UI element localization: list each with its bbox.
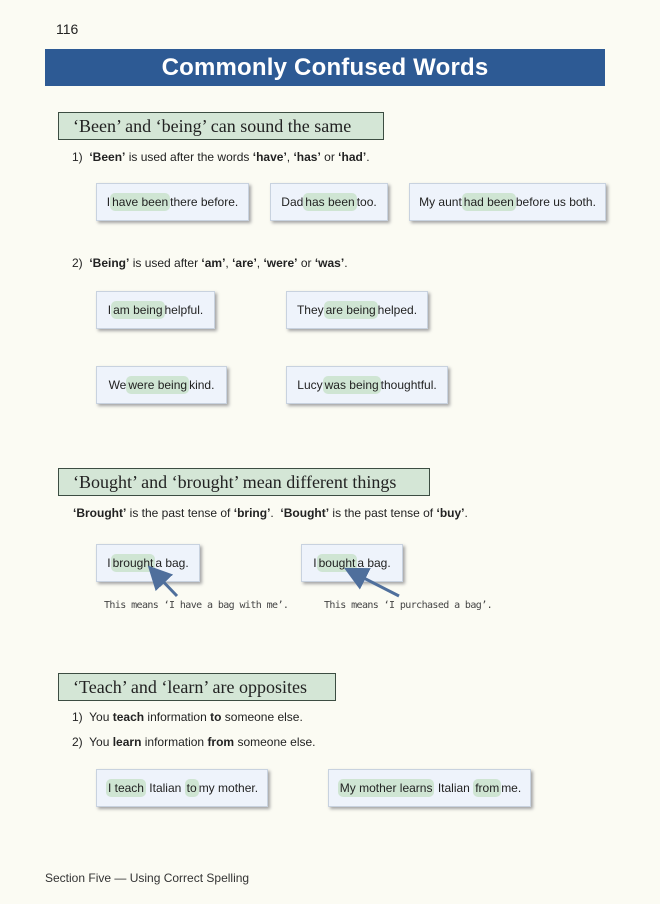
rule-text: is the past tense of: [329, 506, 437, 520]
keyword: ‘has’: [293, 150, 321, 164]
example-text: helpful.: [164, 303, 204, 317]
highlighted-phrase: had been: [463, 195, 514, 209]
keyword: learn: [112, 735, 142, 749]
highlighted-phrase: My mother learns: [339, 781, 433, 795]
rule-learn: [72, 735, 316, 749]
rule-text: .: [366, 150, 370, 164]
rule-number: 2): [72, 735, 83, 749]
example-text: Dad: [281, 195, 304, 209]
rule-text: .: [464, 506, 468, 520]
example-text: too.: [356, 195, 377, 209]
example-text: helped.: [377, 303, 418, 317]
keyword: ‘had’: [338, 150, 367, 164]
example-text: kind.: [189, 378, 215, 392]
section-heading-been-being: ‘Been’ and ‘being’ can sound the same: [58, 112, 384, 140]
rule-text: someone else.: [221, 710, 303, 724]
rule-text: .: [270, 506, 281, 520]
rule-text: is used after: [129, 256, 202, 270]
example-text: Italian: [434, 781, 474, 795]
example-text: I: [313, 556, 317, 570]
example-text: I: [107, 556, 111, 570]
keyword: ‘am’: [201, 256, 226, 270]
example-text: a bag.: [155, 556, 189, 570]
highlighted-phrase: from: [475, 781, 500, 795]
rule-text: You: [89, 735, 113, 749]
highlighted-phrase: was being: [324, 378, 379, 392]
example-text: We: [108, 378, 127, 392]
arrow-icon: [352, 572, 399, 596]
keyword: ‘Brought’: [73, 506, 127, 520]
rule-text: You: [89, 710, 113, 724]
keyword: ‘was’: [314, 256, 345, 270]
keyword: ‘bring’: [233, 506, 271, 520]
example-text: a bag.: [357, 556, 391, 570]
keyword: ‘were’: [263, 256, 298, 270]
page-number: 116: [56, 21, 79, 37]
rule-text: information: [144, 710, 211, 724]
rule-text: or: [320, 150, 339, 164]
keyword: ‘have’: [252, 150, 287, 164]
rule-text: information: [141, 735, 208, 749]
highlighted-phrase: have been: [112, 195, 169, 209]
rule-text: or: [297, 256, 315, 270]
example-text: me.: [501, 781, 522, 795]
rule-text: is the past tense of: [126, 506, 234, 520]
highlighted-phrase: were being: [128, 378, 188, 392]
example-text: I: [107, 303, 112, 317]
example-text: They: [296, 303, 324, 317]
highlighted-phrase: has been: [305, 195, 355, 209]
example-text: My aunt: [419, 195, 462, 209]
rule-teach: [72, 710, 303, 724]
example-text: thoughtful.: [380, 378, 437, 392]
example-text: I: [106, 195, 111, 209]
highlighted-phrase: bought: [318, 556, 356, 570]
example-box: [96, 769, 268, 807]
arrow-icon: [154, 572, 177, 596]
highlighted-phrase: I teach: [107, 781, 144, 795]
note-bought: This means ‘I purchased a bag’.: [324, 600, 493, 611]
keyword: teach: [112, 710, 145, 724]
rule-number: 1): [72, 710, 83, 724]
example-text: my mother.: [198, 781, 259, 795]
keyword: from: [207, 735, 235, 749]
rule-text: ,: [225, 256, 233, 270]
section-heading-teach-learn: ‘Teach’ and ‘learn’ are opposites: [58, 673, 336, 701]
rule-text: .: [344, 256, 348, 270]
example-text: Lucy: [297, 378, 323, 392]
highlighted-phrase: brought: [112, 556, 154, 570]
example-box: [328, 769, 531, 807]
rule-number: 2): [72, 256, 83, 270]
rule-number: 1): [72, 150, 83, 164]
note-brought: This means ‘I have a bag with me’.: [104, 600, 289, 611]
example-text: Italian: [145, 781, 185, 795]
keyword: ‘are’: [232, 256, 257, 270]
rule-text: is used after the words: [125, 150, 253, 164]
keyword: ‘Bought’: [280, 506, 330, 520]
keyword: ‘Being’: [89, 256, 130, 270]
footer: Section Five — Using Correct Spelling: [45, 871, 250, 885]
page-title: Commonly Confused Words: [45, 49, 605, 86]
keyword: to: [210, 710, 222, 724]
example-text: before us both.: [515, 195, 596, 209]
example-text: there before.: [170, 195, 239, 209]
rule-text: ,: [286, 150, 294, 164]
section-heading-bought-brought: ‘Bought’ and ‘brought’ mean different things: [58, 468, 430, 496]
rule-text: ,: [256, 256, 264, 270]
highlighted-phrase: am being: [113, 303, 163, 317]
keyword: ‘buy’: [436, 506, 465, 520]
highlighted-phrase: to: [186, 781, 197, 795]
keyword: ‘Been’: [89, 150, 126, 164]
highlighted-phrase: are being: [325, 303, 376, 317]
rule-text: someone else.: [234, 735, 316, 749]
